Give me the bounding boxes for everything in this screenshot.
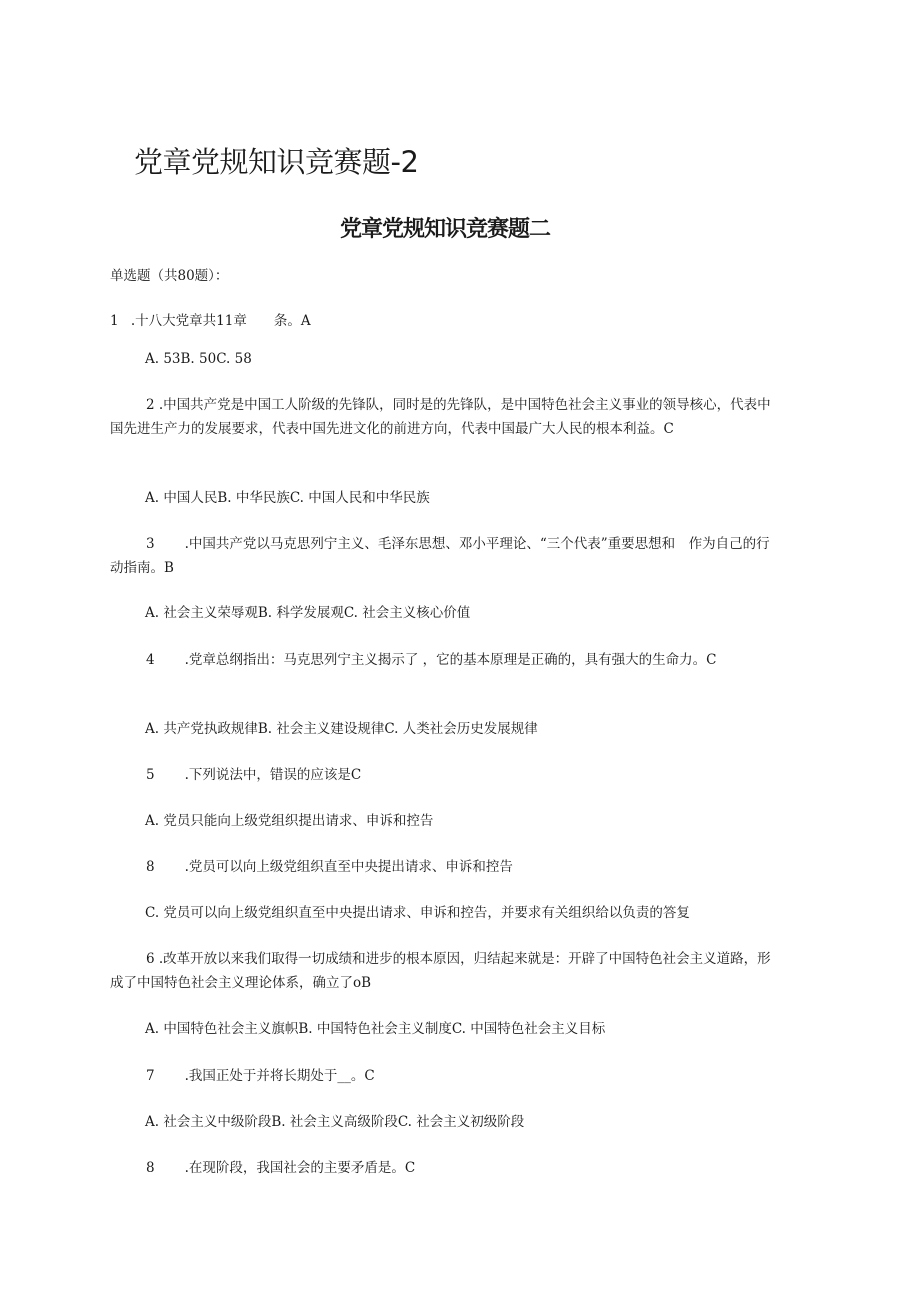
question-text: .党员可以向上级党组织直至中央提出请求、申诉和控告 bbox=[184, 859, 513, 875]
question-1 bbox=[110, 309, 311, 333]
document-title: 党章党规知识竞赛题-2 bbox=[134, 145, 419, 179]
question-5-options: A. 党员只能向上级党组织提出请求、申诉和控告 bbox=[145, 813, 434, 829]
question-number: 1 bbox=[110, 313, 119, 329]
question-text: .我国正处于并将长期处于__。C bbox=[184, 1068, 375, 1084]
question-text: .改革开放以来我们取得一切成绩和进步的根本原因，归结起来就是：开辟了中国特色社会主义道路，形成了中国特色社会主义理论体系，确立了oB bbox=[110, 951, 771, 991]
question-7-options: A. 社会主义中级阶段B. 社会主义高级阶段C. 社会主义初级阶段 bbox=[145, 1114, 525, 1130]
question-number: 8 bbox=[146, 1160, 155, 1176]
question-3 bbox=[110, 532, 780, 580]
question-2-options: A. 中国人民B. 中华民族C. 中国人民和中华民族 bbox=[145, 490, 430, 506]
question-number: 4 bbox=[146, 652, 155, 668]
question-6-options: A. 中国特色社会主义旗帜B. 中国特色社会主义制度C. 中国特色社会主义目标 bbox=[145, 1021, 606, 1037]
question-number: 2 bbox=[146, 397, 155, 413]
question-number: 5 bbox=[146, 767, 155, 783]
question-2 bbox=[110, 393, 780, 441]
question-1-options: A. 53B. 50C. 58 bbox=[145, 351, 252, 367]
question-4-options: A. 共产党执政规律B. 社会主义建设规律C. 人类社会历史发展规律 bbox=[145, 721, 538, 737]
question-text: .中国共产党是中国工人阶级的先锋队，同时是的先锋队，是中国特色社会主义事业的领导核心，代表中国先进生产力的发展要求，代表中国先进文化的前进方向，代表中国最广大人民的根本利益。C bbox=[110, 397, 771, 437]
question-text: .十八大党章共11章 条。A bbox=[130, 313, 311, 329]
question-text: .下列说法中，错误的应该是C bbox=[184, 767, 362, 783]
question-number: 8 bbox=[146, 859, 155, 875]
question-7 bbox=[146, 1064, 375, 1088]
question-3-options: A. 社会主义荣辱观B. 科学发展观C. 社会主义核心价值 bbox=[145, 605, 471, 621]
question-text: .在现阶段，我国社会的主要矛盾是。C bbox=[184, 1160, 416, 1176]
question-text: .中国共产党以马克思列宁主义、毛泽东思想、邓小平理论、“三个代表”重要思想和 作为自己的行动指南。B bbox=[110, 536, 770, 576]
question-5b bbox=[146, 855, 513, 879]
question-8 bbox=[146, 1156, 415, 1180]
question-number: 3 bbox=[146, 536, 155, 552]
question-text: .党章总纲指出：马克思列宁主义揭示了 ，它的基本原理是正确的，具有强大的生命力。C bbox=[184, 652, 717, 668]
question-number: 6 bbox=[146, 951, 155, 967]
question-5b-options: C. 党员可以向上级党组织直至中央提出请求、申诉和控告，并要求有关组织给以负责的答复 bbox=[145, 905, 690, 921]
question-6 bbox=[110, 947, 780, 995]
question-5 bbox=[146, 763, 361, 787]
question-4 bbox=[110, 648, 780, 672]
document-subtitle: 党章党规知识竞赛题二 bbox=[339, 217, 550, 242]
question-number: 7 bbox=[146, 1068, 155, 1084]
section-header: 单选题（共80题）： bbox=[110, 268, 229, 284]
